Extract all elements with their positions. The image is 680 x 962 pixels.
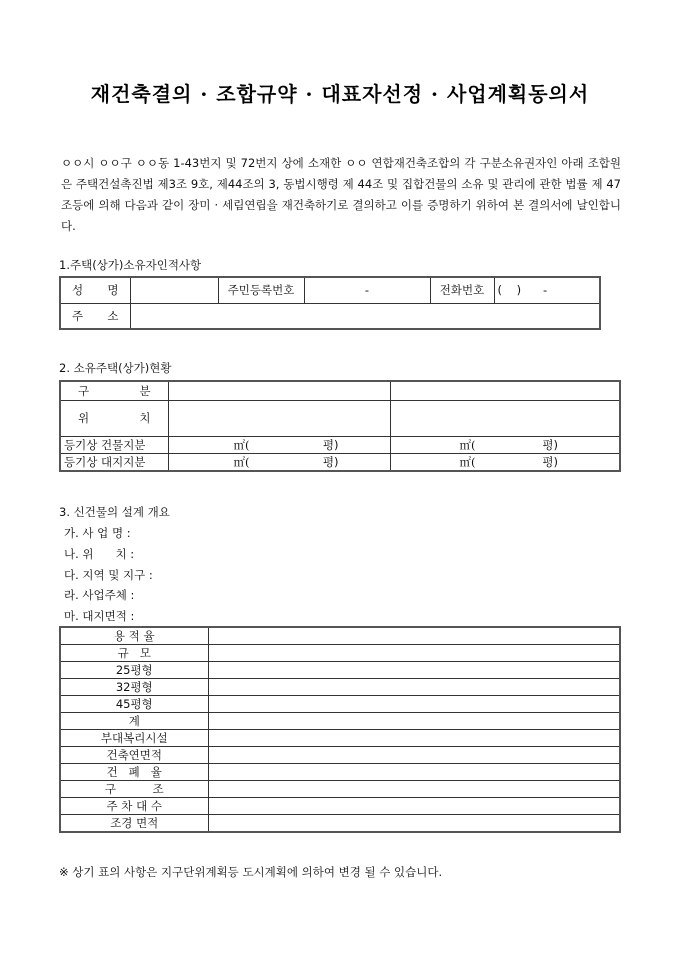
building-share-input-2[interactable] (390, 436, 620, 453)
design-row-label: 주 차 대 수 (60, 798, 208, 815)
design-row-label: 건축연면적 (60, 747, 208, 764)
m2-unit: ㎡( (459, 454, 476, 469)
design-row-label: 45평형 (60, 696, 208, 713)
design-table-row (60, 815, 620, 833)
rrn-input-cell[interactable]: - (304, 277, 430, 303)
intro-paragraph: ㅇㅇ시 ㅇㅇ구 ㅇㅇ동 1-43번지 및 72번지 상에 소재한 ㅇㅇ 연합재건축조합의 각 구분소유권자인 아래 조합원은 주택건설촉진법 제3조 9호, 제44조의 3, 동법시행령 제 44조 및 집합건물의 소유 및 관리에 관한 법률 제 47조등에 의해 다음과 같이 장미 · 세림연립을 재건축하기로 결의하고 이를 증명하기 위하여 본 결의서에 날인합니다. (61, 156, 621, 233)
pyeong-unit: 평) (542, 454, 558, 469)
design-table-row (60, 645, 620, 662)
design-table-row (60, 798, 620, 815)
design-row-value[interactable] (208, 696, 620, 713)
building-share-row (60, 436, 620, 453)
rrn-label: 주민등록번호 (218, 277, 304, 303)
design-row-value[interactable] (208, 781, 620, 798)
owner-info-table (59, 276, 601, 330)
address-label-cell (60, 303, 130, 329)
land-share-row (60, 453, 620, 471)
section3-heading: 3. 신건물의 설계 개요 (59, 505, 170, 519)
building-share-input-1[interactable] (168, 436, 390, 453)
design-row-label: 구 조 (60, 781, 208, 798)
location-label-b: 치 (139, 411, 151, 425)
location-label-a: 위 (78, 411, 90, 425)
category-label-b: 분 (139, 383, 151, 398)
item-location: 나. 위 치 : (64, 547, 135, 561)
land-share-input-1[interactable] (168, 453, 390, 471)
footnote: ※ 상기 표의 사항은 지구단위계획등 도시계획에 의하여 변경 될 수 있습니다. (59, 865, 443, 879)
section2-heading: 2. 소유주택(상가)현황 (59, 361, 172, 375)
design-row-label: 조경 면적 (60, 815, 208, 833)
design-row-value[interactable] (208, 798, 620, 815)
property-status-table (59, 380, 621, 472)
location-row (60, 400, 620, 436)
location-label-cell (60, 400, 168, 436)
section1-heading: 1.주택(상가)소유자인적사항 (59, 258, 202, 272)
design-overview-table (59, 626, 621, 833)
name-label-cell (60, 277, 130, 303)
phone-label: 전화번호 (430, 277, 494, 303)
design-table-row (60, 662, 620, 679)
address-input-cell[interactable] (130, 303, 600, 329)
design-table-row (60, 679, 620, 696)
design-row-value[interactable] (208, 662, 620, 679)
item-land-area: 마. 대지면적 : (64, 609, 135, 623)
pyeong-unit: 평) (322, 437, 339, 452)
design-table-row (60, 764, 620, 781)
document-title: 재건축결의 · 조합규약 · 대표자선정 · 사업계획동의서 (90, 82, 590, 106)
pyeong-unit: 평) (322, 454, 339, 469)
address-label-b: 소 (107, 308, 119, 323)
name-label-a: 성 (72, 283, 84, 298)
design-table-row (60, 730, 620, 747)
design-row-value[interactable] (208, 747, 620, 764)
location-input-1[interactable] (168, 400, 390, 436)
design-row-label: 건 폐 율 (60, 764, 208, 781)
name-label-b: 명 (107, 283, 119, 298)
design-row-value[interactable] (208, 645, 620, 662)
pyeong-unit: 평) (542, 437, 558, 452)
design-row-value[interactable] (208, 764, 620, 781)
address-label-a: 주 (72, 308, 84, 323)
land-share-label: 등기상 대지지분 (60, 453, 168, 471)
m2-unit: ㎡( (233, 437, 250, 452)
category-label-cell (60, 381, 168, 400)
design-table-row (60, 696, 620, 713)
design-table-row (60, 627, 620, 645)
design-row-value[interactable] (208, 730, 620, 747)
design-row-value[interactable] (208, 815, 620, 833)
design-table-row (60, 747, 620, 764)
design-row-value[interactable] (208, 713, 620, 730)
design-table-row (60, 781, 620, 798)
category-input-1[interactable] (168, 381, 390, 400)
design-row-label: 32평형 (60, 679, 208, 696)
item-business-entity: 라. 사업주체 : (64, 588, 135, 602)
location-input-2[interactable] (390, 400, 620, 436)
item-business-name: 가. 사 업 명 : (64, 526, 131, 540)
category-label-a: 구 (78, 383, 90, 398)
owner-name-row (60, 277, 600, 303)
phone-input-cell[interactable]: ( ) - (494, 277, 600, 303)
design-row-label: 계 (60, 713, 208, 730)
building-share-label: 등기상 건물지분 (60, 436, 168, 453)
design-row-value[interactable] (208, 679, 620, 696)
m2-unit: ㎡( (233, 454, 250, 469)
category-input-2[interactable] (390, 381, 620, 400)
item-zone: 다. 지역 및 지구 : (64, 568, 153, 582)
category-row (60, 381, 620, 400)
design-row-label: 규 모 (60, 645, 208, 662)
design-row-label: 25평형 (60, 662, 208, 679)
owner-address-row (60, 303, 600, 329)
land-share-input-2[interactable] (390, 453, 620, 471)
name-input-cell[interactable] (130, 277, 218, 303)
m2-unit: ㎡( (459, 437, 476, 452)
design-row-label: 용 적 율 (60, 627, 208, 645)
design-table-row (60, 713, 620, 730)
design-row-label: 부대복리시설 (60, 730, 208, 747)
design-row-value[interactable] (208, 627, 620, 645)
